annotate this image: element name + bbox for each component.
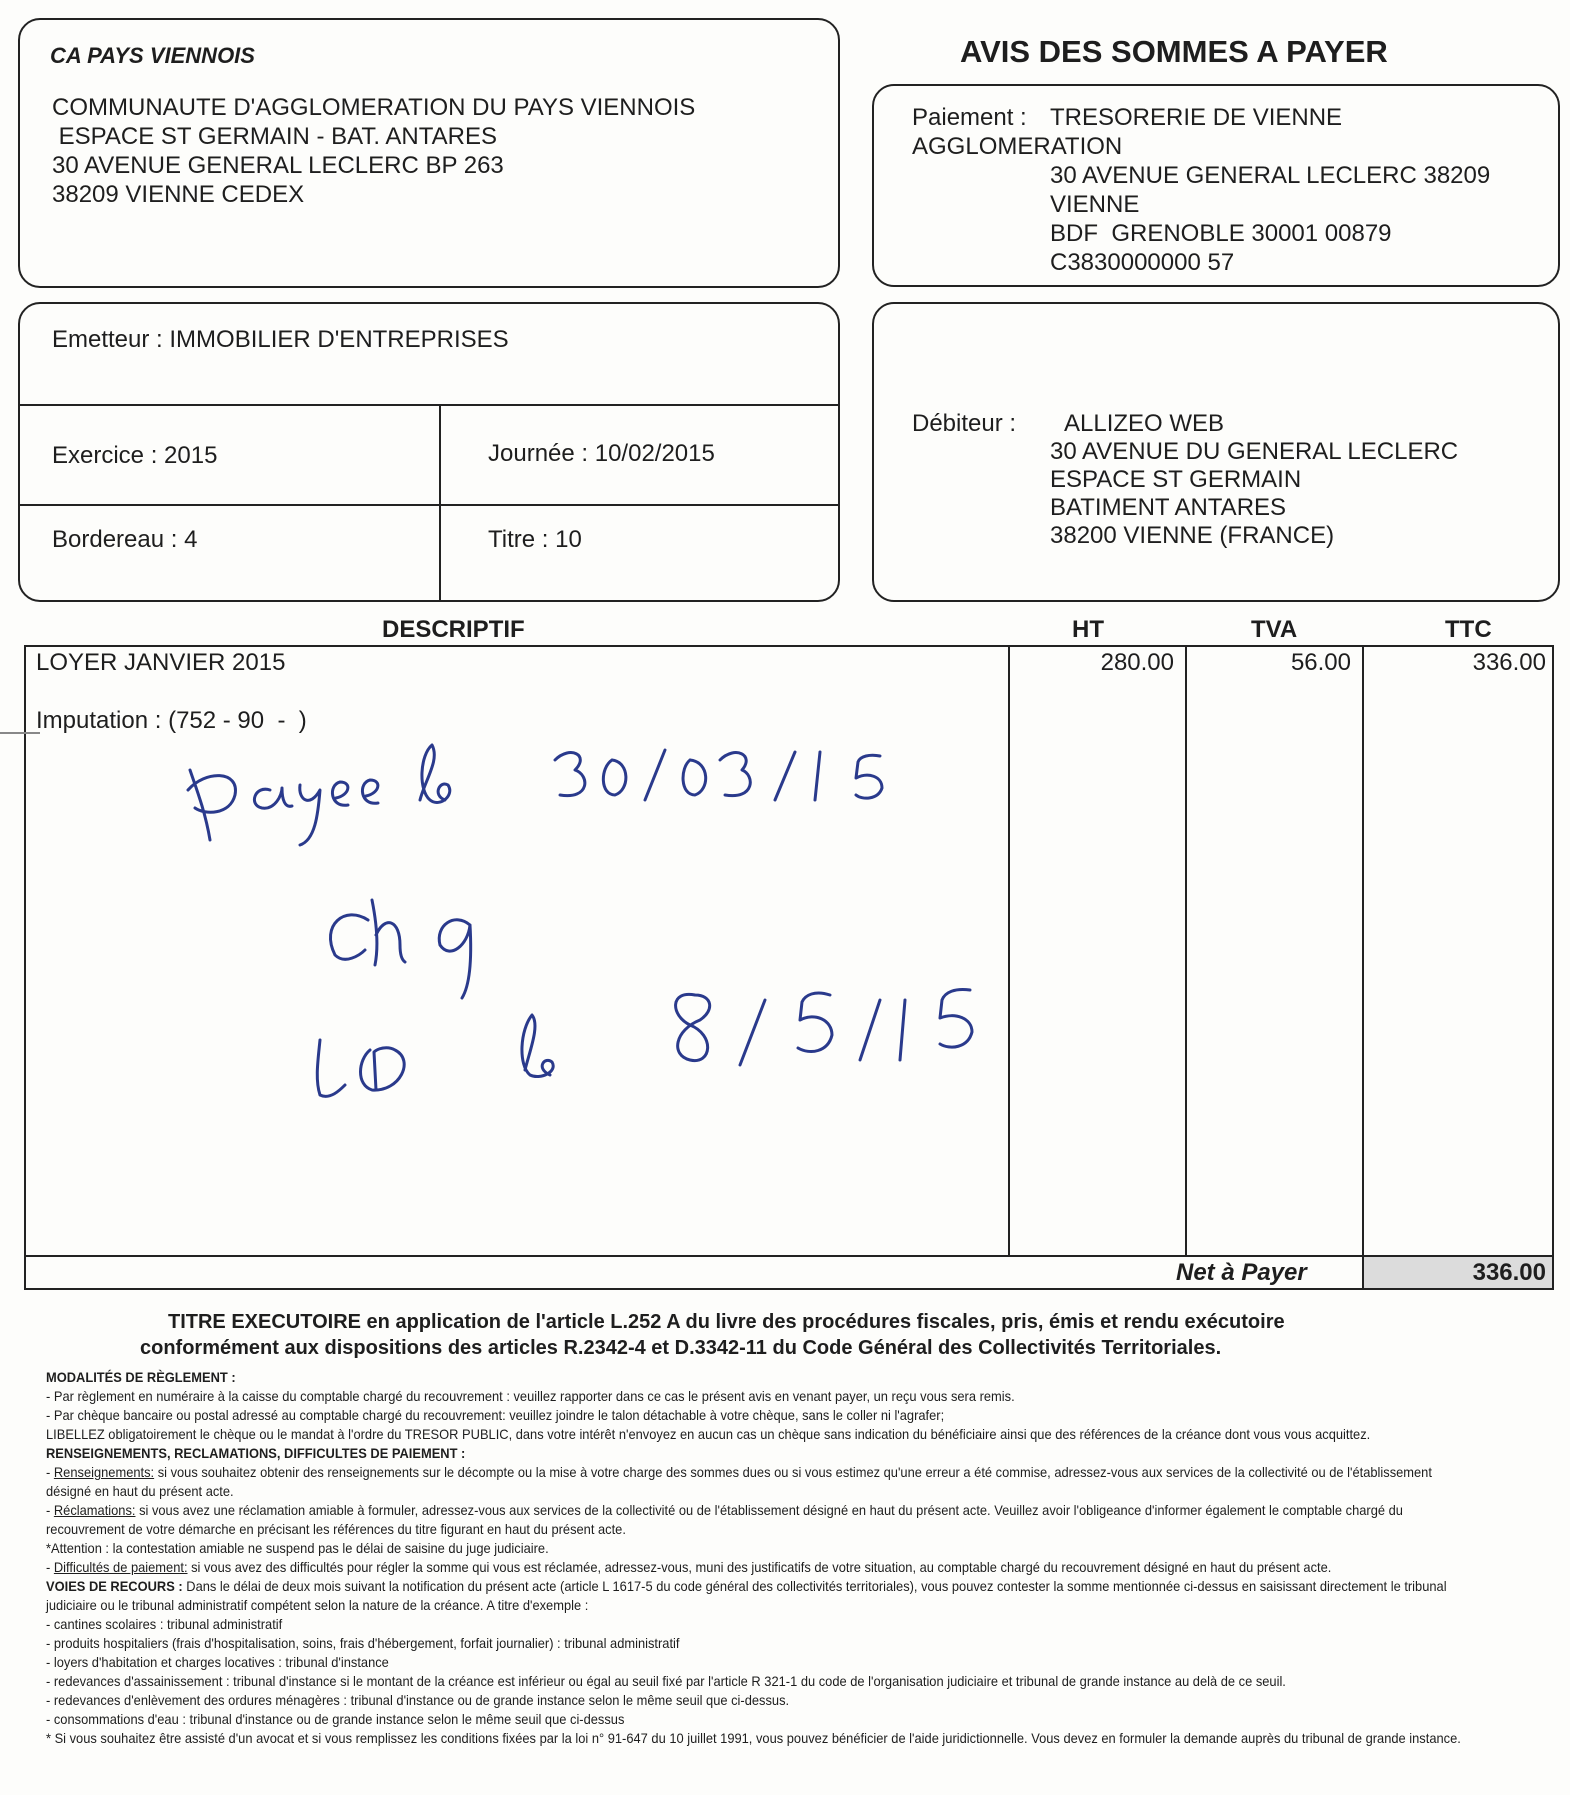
- legal-line: LIBELLEZ obligatoirement le chèque ou le mandat à l'ordre du TRESOR PUBLIC, dans votre intérêt n'envoyez en aucun cas un chèque sans indication du bénéficiaire ainsi que des références de la créance dont vous vous acquittez.: [46, 1426, 1371, 1442]
- legal-line: désigné en haut du présent acte.: [46, 1483, 234, 1499]
- titre: Titre : 10: [488, 526, 582, 553]
- legal-list-item: - cantines scolaires : tribunal administratif: [46, 1616, 283, 1632]
- net-label: Net à Payer: [1176, 1259, 1307, 1286]
- legal-text: Dans le délai de deux mois suivant la notification du présent acte (article L 1617-5 du code général des collectivités territoriales), vous pouvez contester la somme mentionnée ci-dessus en saisissant directement le tribunal: [182, 1578, 1447, 1594]
- reclamations-label: Réclamations:: [53, 1502, 136, 1518]
- journee: Journée : 10/02/2015: [488, 440, 715, 467]
- payment-line: C3830000000 57: [1050, 249, 1235, 276]
- payment-line: AGGLOMERATION: [912, 133, 1123, 160]
- row-tva: 56.00: [1290, 649, 1351, 676]
- issuer-address-line: 38209 VIENNE CEDEX: [52, 181, 305, 208]
- legal-list-item: - redevances d'enlèvement des ordures ménagères : tribunal d'instance ou de grande instance selon le même seuil que ci-dessus.: [46, 1692, 790, 1708]
- difficultes-label: Difficultés de paiement:: [53, 1559, 188, 1575]
- legal-line: [46, 1577, 1447, 1596]
- legal-line: judiciaire ou le tribunal administratif compétent selon la nature de la créance. A titre d'exemple :: [46, 1597, 589, 1613]
- imputation: Imputation : (752 - 90 - ): [36, 707, 307, 734]
- legal-list-item: - consommations d'eau : tribunal d'instance ou de grande instance selon le même seuil que ci-dessus: [46, 1711, 625, 1727]
- legal-list-item: - redevances d'assainissement : tribunal d'instance si le montant de la créance est inférieur ou égal au seuil fixé par l'article R 321-1 du code de l'organisation judiciaire et tribunal de grande instance au delà de ce seuil.: [46, 1673, 1286, 1689]
- net-value: 336.00: [1472, 1259, 1546, 1286]
- legal-line: recouvrement de votre démarche en précisant les références du titre figurant en haut du présent acte.: [46, 1521, 626, 1537]
- exercice: Exercice : 2015: [52, 442, 218, 469]
- modalites-title: MODALITÉS DE RÈGLEMENT :: [46, 1369, 236, 1385]
- payment-line: TRESORERIE DE VIENNE: [1050, 104, 1343, 131]
- legal-text: si vous avez une réclamation amiable à formuler, adressez-vous aux services de la collectivité ou de l'établissement désigné en haut du présent acte. Veuillez avoir l'obligeance d'informer également le comptable chargé du: [135, 1502, 1403, 1518]
- issuer-address-line: ESPACE ST GERMAIN - BAT. ANTARES: [52, 123, 497, 150]
- issuer-short-name: CA PAYS VIENNOIS: [50, 43, 255, 68]
- legal-line: - Difficultés de paiement: si vous avez des difficultés pour régler la somme qui vous est réclamée, adressez-vous, muni des justificatifs de votre situation, au comptable chargé du recouvrement désigné en haut du présent acte.: [46, 1559, 1332, 1575]
- payment-line: BDF GRENOBLE 30001 00879: [1050, 220, 1392, 247]
- payment-line: 30 AVENUE GENERAL LECLERC 38209: [1050, 162, 1491, 189]
- payment-line: VIENNE: [1050, 191, 1140, 218]
- legal-title-line: conformément aux dispositions des articles R.2342-4 et D.3342-11 du Code Général des Collectivités Territoriales.: [140, 1337, 1222, 1359]
- legal-text: si vous souhaitez obtenir des renseignements sur le décompte ou la mise à votre charge des sommes dues ou si vous estimez qu'une erreur a été commise, adressez-vous aux services de la collectivité ou de l'établissement: [154, 1464, 1432, 1480]
- row-ttc: 336.00: [1472, 649, 1546, 676]
- bordereau: Bordereau : 4: [52, 526, 198, 553]
- renseignements-label: Renseignements:: [53, 1464, 155, 1480]
- legal-text: si vous avez des difficultés pour régler la somme qui vous est réclamée, adressez-vous, muni des justificatifs de votre situation, au comptable chargé du recouvrement désigné en haut du présent acte.: [187, 1559, 1332, 1575]
- legal-list-item: - loyers d'habitation et charges locatives : tribunal d'instance: [46, 1654, 389, 1670]
- payment-label: Paiement :: [912, 104, 1027, 131]
- legal-line: - Par règlement en numéraire à la caisse du comptable chargé du recouvrement : veuillez rapporter dans ce cas le présent avis en venant payer, un reçu vous sera remis.: [46, 1388, 1015, 1404]
- row-ht: 280.00: [1100, 649, 1174, 676]
- legal-line: - Réclamations: si vous avez une réclamation amiable à formuler, adressez-vous aux services de la collectivité ou de l'établissement désigné en haut du présent acte. Veuillez avoir l'obligeance d'informer également le comptable chargé du: [46, 1502, 1403, 1518]
- debtor-line: BATIMENT ANTARES: [1050, 494, 1287, 521]
- issuer-address-line: COMMUNAUTE D'AGGLOMERATION DU PAYS VIENNOIS: [52, 94, 696, 121]
- legal-line: * Si vous souhaitez être assisté d'un avocat et si vous remplissez les conditions fixées par la loi n° 91-647 du 10 juillet 1991, vous pouvez bénéficier de l'aide juridictionnelle. Vous devez en formuler la demande auprès du tribunal de grande instance.: [46, 1730, 1461, 1746]
- legal-title-line: TITRE EXECUTOIRE en application de l'article L.252 A du livre des procédures fiscales, pris, émis et rendu exécutoire: [168, 1311, 1285, 1333]
- debtor-line: ALLIZEO WEB: [1064, 410, 1225, 437]
- header-ht: HT: [1072, 616, 1104, 643]
- debtor-line: 38200 VIENNE (FRANCE): [1050, 522, 1335, 549]
- legal-line: - Renseignements: si vous souhaitez obtenir des renseignements sur le décompte ou la mise à votre charge des sommes dues ou si vous estimez qu'une erreur a été commise, adressez-vous aux services de la collectivité ou de l'établissement: [46, 1464, 1432, 1480]
- legal-line: - Par chèque bancaire ou postal adressé au comptable chargé du recouvrement: veuillez joindre le talon détachable à votre chèque, sans le coller ni l'agrafer;: [46, 1407, 945, 1423]
- debtor-line: ESPACE ST GERMAIN: [1050, 466, 1302, 493]
- debtor-label: Débiteur :: [912, 410, 1017, 437]
- legal-notice: [46, 1368, 1461, 1748]
- issuer-address-line: 30 AVENUE GENERAL LECLERC BP 263: [52, 152, 504, 179]
- header-descriptif: DESCRIPTIF: [382, 616, 525, 643]
- debtor-line: 30 AVENUE DU GENERAL LECLERC: [1050, 438, 1459, 465]
- emitter: Emetteur : IMMOBILIER D'ENTREPRISES: [52, 326, 509, 353]
- voies-label: VOIES DE RECOURS :: [46, 1578, 183, 1594]
- legal-line: *Attention : la contestation amiable ne suspend pas le délai de saisine du juge judiciaire.: [46, 1540, 549, 1556]
- header-tva: TVA: [1251, 616, 1298, 643]
- renseignements-title: RENSEIGNEMENTS, RECLAMATIONS, DIFFICULTES DE PAIEMENT :: [46, 1445, 466, 1461]
- row-description: LOYER JANVIER 2015: [36, 649, 286, 676]
- header-ttc: TTC: [1445, 616, 1492, 643]
- document-title: AVIS DES SOMMES A PAYER: [960, 34, 1388, 69]
- legal-list-item: - produits hospitaliers (frais d'hospitalisation, soins, frais d'hébergement, forfait journalier) : tribunal administratif: [46, 1635, 680, 1651]
